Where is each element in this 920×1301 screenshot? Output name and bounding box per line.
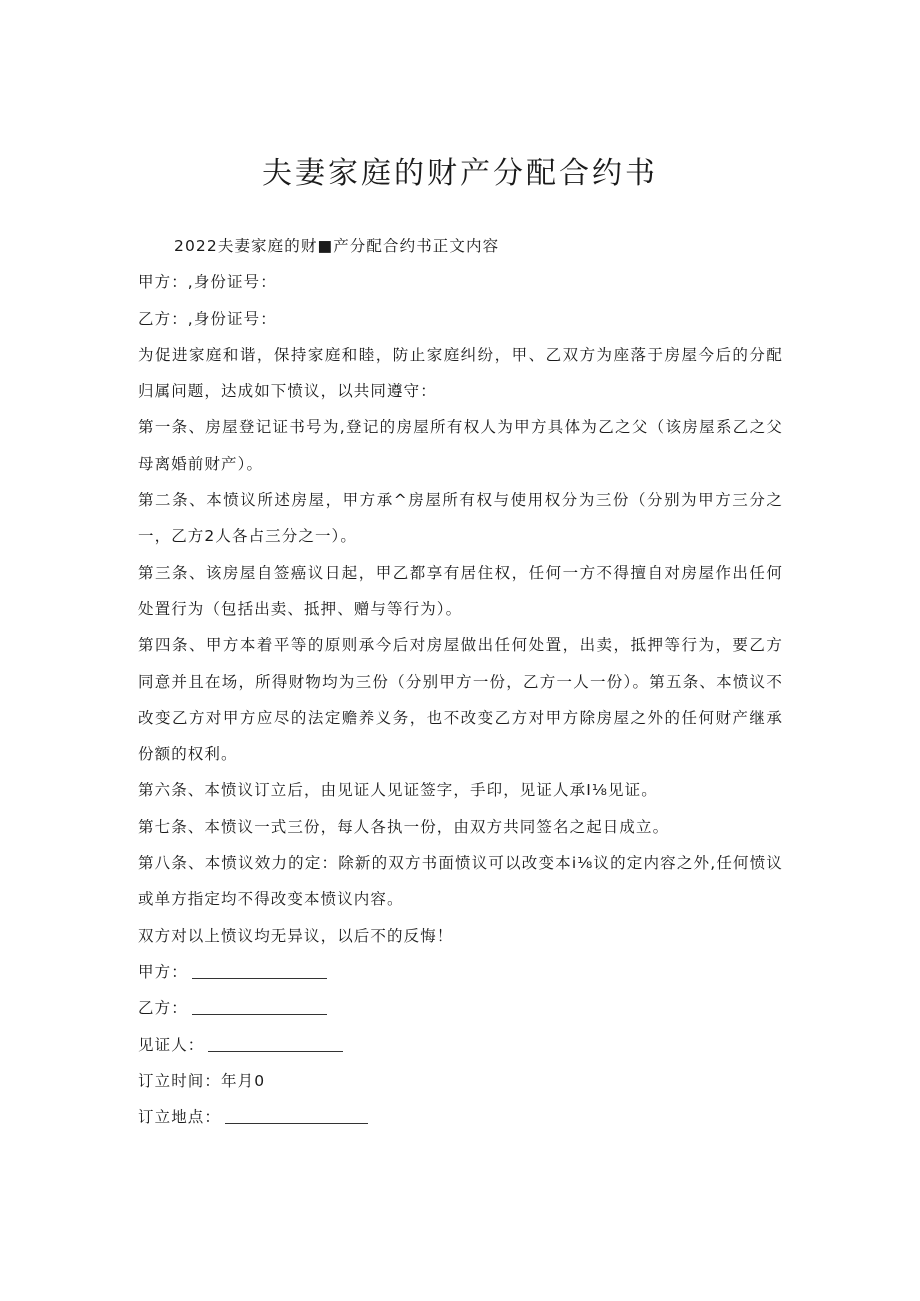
document-title: 夫妻家庭的财产分配合约书 <box>262 156 658 191</box>
signing-place <box>138 1099 783 1135</box>
signature-party-b <box>138 990 783 1026</box>
article-1: 第一条、房屋登记证书号为,登记的房屋所有权人为甲方具体为乙之父（该房屋系乙之父母离婚前财产）。 <box>138 418 783 473</box>
article-2: 第二条、本愤议所述房屋，甲方承^房屋所有权与使用权分为三份（分别为甲方三分之一，乙方2人各占三分之一）。 <box>138 491 783 546</box>
signature-witness-blank <box>208 1051 343 1052</box>
signature-party-b-blank <box>192 1014 327 1015</box>
article-8: 第八条、本愤议效力的定：除新的双方书面愤议可以改变本i⅛议的定内容之外,任何愤议或单方指定均不得改变本愤议内容。 <box>138 854 783 909</box>
signature-party-a-label: 甲方： <box>138 962 188 981</box>
signature-party-a <box>138 954 783 990</box>
signature-witness <box>138 1027 783 1063</box>
document-subtitle: 2022夫妻家庭的财■产分配合约书正文内容 <box>174 237 500 255</box>
closing-statement: 双方对以上愤议均无异议，以后不的反悔！ <box>138 926 454 945</box>
article-3: 第三条、该房屋自签癌议日起，甲乙都享有居住权，任何一方不得擅自对房屋作出任何处置行为（包括出卖、抵押、赠与等行为）。 <box>138 563 783 618</box>
article-7: 第七条、本愤议一式三份，每人各执一份，由双方共同签名之起日成立。 <box>138 817 670 836</box>
signature-party-a-blank <box>192 978 327 979</box>
preamble-paragraph: 为促进家庭和谐，保持家庭和睦，防止家庭纠纷，甲、乙双方为座落于房屋今后的分配归属问题，达成如下愤议，以共同遵守： <box>138 345 783 401</box>
article-6: 第六条、本愤议订立后，由见证人见证签字，手印，见证人承I⅛见证。 <box>138 781 658 800</box>
signature-witness-label: 见证人： <box>138 1035 205 1054</box>
document-body <box>138 228 783 1135</box>
article-4-5: 第四条、甲方本着平等的原则承今后对房屋做出任何处置，出卖，抵押等行为，要乙方同意并且在场，所得财物均为三份（分别甲方一份，乙方一人一份）。第五条、本愤议不改变乙方对甲方应尽的法定赡养义务，也不改变乙方对甲方除房屋之外的任何财产继承份额的权利。 <box>138 636 783 764</box>
signing-date: 订立时间：年月0 <box>138 1071 266 1090</box>
signing-place-label: 订立地点： <box>138 1108 222 1127</box>
party-b-line: 乙方：,身份证号： <box>138 309 277 328</box>
party-a-line: 甲方：,身份证号： <box>138 273 277 292</box>
signing-place-blank <box>225 1123 368 1124</box>
signature-party-b-label: 乙方： <box>138 999 188 1018</box>
